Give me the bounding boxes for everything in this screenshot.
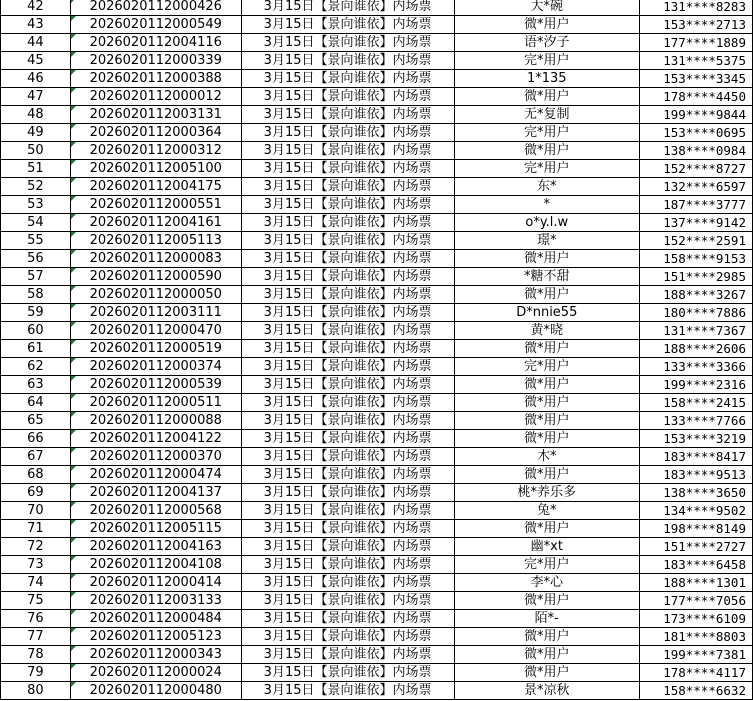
order-number-cell[interactable]: 2026020112000343: [70, 646, 241, 664]
table-row: [1, 502, 753, 520]
order-number-cell[interactable]: 2026020112000370: [70, 448, 241, 466]
ticket-type-cell[interactable]: 3月15日【景向谁依】内场票: [241, 106, 454, 124]
order-number-cell[interactable]: 2026020112004108: [70, 556, 241, 574]
row-number-cell[interactable]: 42: [1, 0, 71, 16]
nickname-cell[interactable]: 微*用户: [454, 250, 640, 268]
nickname-cell[interactable]: 微*用户: [454, 88, 640, 106]
order-number-cell[interactable]: 2026020112005100: [70, 160, 241, 178]
ticket-type-cell[interactable]: 3月15日【景向谁依】内场票: [241, 34, 454, 52]
order-number-cell[interactable]: 2026020112004116: [70, 34, 241, 52]
phone-cell[interactable]: 178****4117: [640, 664, 753, 682]
order-number-cell[interactable]: 2026020112000050: [70, 286, 241, 304]
order-number-cell[interactable]: 2026020112004122: [70, 430, 241, 448]
row-number-cell[interactable]: 50: [1, 142, 71, 160]
phone-cell[interactable]: 199****7381: [640, 646, 753, 664]
phone-cell[interactable]: 131****8283: [640, 0, 753, 16]
ticket-type-cell[interactable]: 3月15日【景向谁依】内场票: [241, 214, 454, 232]
row-number-cell[interactable]: 55: [1, 232, 71, 250]
nickname-cell[interactable]: 完*用户: [454, 358, 640, 376]
order-number-cell[interactable]: 2026020112004175: [70, 178, 241, 196]
nickname-cell[interactable]: D*nnie55: [454, 304, 640, 322]
row-number-cell[interactable]: 79: [1, 664, 71, 682]
table-row: [1, 34, 753, 52]
ticket-type-cell[interactable]: 3月15日【景向谁依】内场票: [241, 628, 454, 646]
phone-cell[interactable]: 152****8727: [640, 160, 753, 178]
table-row: [1, 88, 753, 106]
ticket-type-cell[interactable]: 3月15日【景向谁依】内场票: [241, 412, 454, 430]
nickname-cell[interactable]: 大*碗: [454, 0, 640, 16]
nickname-cell[interactable]: 微*用户: [454, 430, 640, 448]
order-number-cell[interactable]: 2026020112004137: [70, 484, 241, 502]
phone-cell[interactable]: 198****8149: [640, 520, 753, 538]
table-row: [1, 412, 753, 430]
phone-cell[interactable]: 158****9153: [640, 250, 753, 268]
table-row: [1, 124, 753, 142]
row-number-cell[interactable]: 73: [1, 556, 71, 574]
nickname-cell[interactable]: 1*135: [454, 70, 640, 88]
phone-cell[interactable]: 153****3345: [640, 70, 753, 88]
table-row: [1, 196, 753, 214]
row-number-cell[interactable]: 65: [1, 412, 71, 430]
phone-cell[interactable]: 132****6597: [640, 178, 753, 196]
phone-cell[interactable]: 158****6632: [640, 682, 753, 700]
order-number-cell[interactable]: 2026020112003133: [70, 592, 241, 610]
table-row: [1, 664, 753, 682]
table-row: [1, 232, 753, 250]
row-number-cell[interactable]: 51: [1, 160, 71, 178]
order-number-cell[interactable]: 2026020112000388: [70, 70, 241, 88]
ticket-type-cell[interactable]: 3月15日【景向谁依】内场票: [241, 304, 454, 322]
sheet-body: [1, 0, 753, 700]
table-row: [1, 520, 753, 538]
row-number-cell[interactable]: 43: [1, 16, 71, 34]
row-number-cell[interactable]: 63: [1, 376, 71, 394]
ticket-type-cell[interactable]: 3月15日【景向谁依】内场票: [241, 250, 454, 268]
nickname-cell[interactable]: 完*用户: [454, 52, 640, 70]
phone-cell[interactable]: 199****2316: [640, 376, 753, 394]
table-row: [1, 358, 753, 376]
nickname-cell[interactable]: 微*用户: [454, 646, 640, 664]
table-row: [1, 52, 753, 70]
table-row: [1, 178, 753, 196]
order-number-cell[interactable]: 2026020112000549: [70, 16, 241, 34]
ticket-type-cell[interactable]: 3月15日【景向谁依】内场票: [241, 556, 454, 574]
ticket-type-cell[interactable]: 3月15日【景向谁依】内场票: [241, 0, 454, 16]
row-number-cell[interactable]: 60: [1, 322, 71, 340]
table-row: [1, 628, 753, 646]
ticket-type-cell[interactable]: 3月15日【景向谁依】内场票: [241, 574, 454, 592]
ticket-type-cell[interactable]: 3月15日【景向谁依】内场票: [241, 322, 454, 340]
row-number-cell[interactable]: 58: [1, 286, 71, 304]
order-number-cell[interactable]: 2026020112004163: [70, 538, 241, 556]
nickname-cell[interactable]: 微*用户: [454, 394, 640, 412]
ticket-type-cell[interactable]: 3月15日【景向谁依】内场票: [241, 682, 454, 700]
nickname-cell[interactable]: 完*用户: [454, 160, 640, 178]
order-number-cell[interactable]: 2026020112000590: [70, 268, 241, 286]
ticket-type-cell[interactable]: 3月15日【景向谁依】内场票: [241, 340, 454, 358]
nickname-cell[interactable]: 东*: [454, 178, 640, 196]
ticket-type-cell[interactable]: 3月15日【景向谁依】内场票: [241, 484, 454, 502]
table-row: [1, 0, 753, 16]
row-number-cell[interactable]: 67: [1, 448, 71, 466]
table-row: [1, 142, 753, 160]
nickname-cell[interactable]: 微*用户: [454, 340, 640, 358]
ticket-type-cell[interactable]: 3月15日【景向谁依】内场票: [241, 124, 454, 142]
row-number-cell[interactable]: 48: [1, 106, 71, 124]
row-number-cell[interactable]: 47: [1, 88, 71, 106]
nickname-cell[interactable]: 完*用户: [454, 556, 640, 574]
row-number-cell[interactable]: 75: [1, 592, 71, 610]
nickname-cell[interactable]: 幽*xt: [454, 538, 640, 556]
nickname-cell[interactable]: 语*汐子: [454, 34, 640, 52]
row-number-cell[interactable]: 46: [1, 70, 71, 88]
order-number-cell[interactable]: 2026020112005115: [70, 520, 241, 538]
nickname-cell[interactable]: 微*用户: [454, 664, 640, 682]
table-row: [1, 484, 753, 502]
phone-cell[interactable]: 199****9844: [640, 106, 753, 124]
ticket-type-cell[interactable]: 3月15日【景向谁依】内场票: [241, 358, 454, 376]
nickname-cell[interactable]: 微*用户: [454, 628, 640, 646]
row-number-cell[interactable]: 72: [1, 538, 71, 556]
ticket-type-cell[interactable]: 3月15日【景向谁依】内场票: [241, 448, 454, 466]
phone-cell[interactable]: 187****3777: [640, 196, 753, 214]
ticket-type-cell[interactable]: 3月15日【景向谁依】内场票: [241, 196, 454, 214]
ticket-type-cell[interactable]: 3月15日【景向谁依】内场票: [241, 610, 454, 628]
table-row: [1, 250, 753, 268]
phone-cell[interactable]: 180****7886: [640, 304, 753, 322]
ticket-type-cell[interactable]: 3月15日【景向谁依】内场票: [241, 592, 454, 610]
table-row: [1, 304, 753, 322]
nickname-cell[interactable]: 微*用户: [454, 16, 640, 34]
row-number-cell[interactable]: 68: [1, 466, 71, 484]
table-row: [1, 430, 753, 448]
table-row: [1, 268, 753, 286]
ticket-type-cell[interactable]: 3月15日【景向谁依】内场票: [241, 538, 454, 556]
ticket-type-cell[interactable]: 3月15日【景向谁依】内场票: [241, 520, 454, 538]
row-number-cell[interactable]: 44: [1, 34, 71, 52]
table-row: [1, 160, 753, 178]
ticket-type-cell[interactable]: 3月15日【景向谁依】内场票: [241, 286, 454, 304]
phone-cell[interactable]: 134****9502: [640, 502, 753, 520]
ticket-type-cell[interactable]: 3月15日【景向谁依】内场票: [241, 88, 454, 106]
ticket-type-cell[interactable]: 3月15日【景向谁依】内场票: [241, 646, 454, 664]
phone-cell[interactable]: 138****0984: [640, 142, 753, 160]
nickname-cell[interactable]: *糖不甜: [454, 268, 640, 286]
table-row: [1, 610, 753, 628]
phone-cell[interactable]: 177****7056: [640, 592, 753, 610]
ticket-type-cell[interactable]: 3月15日【景向谁依】内场票: [241, 142, 454, 160]
row-number-cell[interactable]: 64: [1, 394, 71, 412]
phone-cell[interactable]: 183****8417: [640, 448, 753, 466]
table-row: [1, 646, 753, 664]
order-number-cell[interactable]: 2026020112000083: [70, 250, 241, 268]
row-number-cell[interactable]: 74: [1, 574, 71, 592]
nickname-cell[interactable]: 微*用户: [454, 520, 640, 538]
nickname-cell[interactable]: *: [454, 196, 640, 214]
phone-cell[interactable]: 138****3650: [640, 484, 753, 502]
table-row: [1, 538, 753, 556]
ticket-type-cell[interactable]: 3月15日【景向谁依】内场票: [241, 52, 454, 70]
row-number-cell[interactable]: 45: [1, 52, 71, 70]
phone-cell[interactable]: 153****3219: [640, 430, 753, 448]
row-number-cell[interactable]: 54: [1, 214, 71, 232]
row-number-cell[interactable]: 56: [1, 250, 71, 268]
table-row: [1, 592, 753, 610]
order-number-cell[interactable]: 2026020112000474: [70, 466, 241, 484]
table-row: [1, 214, 753, 232]
nickname-cell[interactable]: 桃*养乐多: [454, 484, 640, 502]
order-number-cell[interactable]: 2026020112000426: [70, 0, 241, 16]
table-row: [1, 376, 753, 394]
order-number-cell[interactable]: 2026020112000511: [70, 394, 241, 412]
row-number-cell[interactable]: 61: [1, 340, 71, 358]
order-number-cell[interactable]: 2026020112005123: [70, 628, 241, 646]
nickname-cell[interactable]: 木*: [454, 448, 640, 466]
ticket-type-cell[interactable]: 3月15日【景向谁依】内场票: [241, 502, 454, 520]
nickname-cell[interactable]: 完*用户: [454, 124, 640, 142]
ticket-type-cell[interactable]: 3月15日【景向谁依】内场票: [241, 160, 454, 178]
ticket-type-cell[interactable]: 3月15日【景向谁依】内场票: [241, 376, 454, 394]
ticket-type-cell[interactable]: 3月15日【景向谁依】内场票: [241, 664, 454, 682]
nickname-cell[interactable]: 微*用户: [454, 142, 640, 160]
phone-cell[interactable]: 133****7766: [640, 412, 753, 430]
phone-cell[interactable]: 181****8803: [640, 628, 753, 646]
table-row: [1, 394, 753, 412]
ticket-type-cell[interactable]: 3月15日【景向谁依】内场票: [241, 268, 454, 286]
phone-cell[interactable]: 158****2415: [640, 394, 753, 412]
order-number-cell[interactable]: 2026020112000480: [70, 682, 241, 700]
order-number-cell[interactable]: 2026020112000414: [70, 574, 241, 592]
phone-cell[interactable]: 188****3267: [640, 286, 753, 304]
ticket-type-cell[interactable]: 3月15日【景向谁依】内场票: [241, 466, 454, 484]
order-number-cell[interactable]: 2026020112004161: [70, 214, 241, 232]
phone-cell[interactable]: 178****4450: [640, 88, 753, 106]
order-number-cell[interactable]: 2026020112000374: [70, 358, 241, 376]
nickname-cell[interactable]: 微*用户: [454, 592, 640, 610]
nickname-cell[interactable]: 黄*晓: [454, 322, 640, 340]
order-number-cell[interactable]: 2026020112000470: [70, 322, 241, 340]
phone-cell[interactable]: 188****1301: [640, 574, 753, 592]
nickname-cell[interactable]: 陌*-: [454, 610, 640, 628]
phone-cell[interactable]: 131****5375: [640, 52, 753, 70]
row-number-cell[interactable]: 76: [1, 610, 71, 628]
table-row: [1, 70, 753, 88]
order-number-cell[interactable]: 2026020112003111: [70, 304, 241, 322]
order-number-cell[interactable]: 2026020112000539: [70, 376, 241, 394]
phone-cell[interactable]: 153****2713: [640, 16, 753, 34]
table-row: [1, 574, 753, 592]
nickname-cell[interactable]: 兔*: [454, 502, 640, 520]
nickname-cell[interactable]: 微*用户: [454, 466, 640, 484]
order-number-cell[interactable]: 2026020112000088: [70, 412, 241, 430]
phone-cell[interactable]: 183****9513: [640, 466, 753, 484]
row-number-cell[interactable]: 52: [1, 178, 71, 196]
ticket-type-cell[interactable]: 3月15日【景向谁依】内场票: [241, 16, 454, 34]
table-row: [1, 340, 753, 358]
phone-cell[interactable]: 183****6458: [640, 556, 753, 574]
phone-cell[interactable]: 137****9142: [640, 214, 753, 232]
table-row: [1, 16, 753, 34]
phone-cell[interactable]: 188****2606: [640, 340, 753, 358]
order-number-cell[interactable]: 2026020112000551: [70, 196, 241, 214]
phone-cell[interactable]: 153****0695: [640, 124, 753, 142]
row-number-cell[interactable]: 62: [1, 358, 71, 376]
phone-cell[interactable]: 131****7367: [640, 322, 753, 340]
row-number-cell[interactable]: 49: [1, 124, 71, 142]
ticket-type-cell[interactable]: 3月15日【景向谁依】内场票: [241, 178, 454, 196]
phone-cell[interactable]: 151****2727: [640, 538, 753, 556]
nickname-cell[interactable]: 微*用户: [454, 376, 640, 394]
order-number-cell[interactable]: 2026020112000312: [70, 142, 241, 160]
order-number-cell[interactable]: 2026020112005113: [70, 232, 241, 250]
phone-cell[interactable]: 173****6109: [640, 610, 753, 628]
row-number-cell[interactable]: 59: [1, 304, 71, 322]
table-row: [1, 322, 753, 340]
ticket-type-cell[interactable]: 3月15日【景向谁依】内场票: [241, 394, 454, 412]
nickname-cell[interactable]: 无*复制: [454, 106, 640, 124]
ticket-type-cell[interactable]: 3月15日【景向谁依】内场票: [241, 430, 454, 448]
phone-cell[interactable]: 151****2985: [640, 268, 753, 286]
row-number-cell[interactable]: 80: [1, 682, 71, 700]
table-row: [1, 448, 753, 466]
table-row: [1, 286, 753, 304]
phone-cell[interactable]: 152****2591: [640, 232, 753, 250]
phone-cell[interactable]: 133****3366: [640, 358, 753, 376]
nickname-cell[interactable]: 李*心: [454, 574, 640, 592]
row-number-cell[interactable]: 53: [1, 196, 71, 214]
ticket-type-cell[interactable]: 3月15日【景向谁依】内场票: [241, 232, 454, 250]
table-row: [1, 466, 753, 484]
nickname-cell[interactable]: 微*用户: [454, 286, 640, 304]
nickname-cell[interactable]: 璟*: [454, 232, 640, 250]
row-number-cell[interactable]: 70: [1, 502, 71, 520]
order-number-cell[interactable]: 2026020112000012: [70, 88, 241, 106]
nickname-cell[interactable]: o*y.l.w: [454, 214, 640, 232]
row-number-cell[interactable]: 57: [1, 268, 71, 286]
table-row: [1, 106, 753, 124]
order-number-cell[interactable]: 2026020112000364: [70, 124, 241, 142]
row-number-cell[interactable]: 66: [1, 430, 71, 448]
order-number-cell[interactable]: 2026020112003131: [70, 106, 241, 124]
nickname-cell[interactable]: 微*用户: [454, 412, 640, 430]
phone-cell[interactable]: 177****1889: [640, 34, 753, 52]
order-number-cell[interactable]: 2026020112000568: [70, 502, 241, 520]
order-number-cell[interactable]: 2026020112000339: [70, 52, 241, 70]
order-number-cell[interactable]: 2026020112000484: [70, 610, 241, 628]
table-row: [1, 556, 753, 574]
row-number-cell[interactable]: 71: [1, 520, 71, 538]
table-row: [1, 682, 753, 700]
order-number-cell[interactable]: 2026020112000519: [70, 340, 241, 358]
row-number-cell[interactable]: 77: [1, 628, 71, 646]
order-number-cell[interactable]: 2026020112000024: [70, 664, 241, 682]
nickname-cell[interactable]: 景*凉秋: [454, 682, 640, 700]
row-number-cell[interactable]: 78: [1, 646, 71, 664]
ticket-type-cell[interactable]: 3月15日【景向谁依】内场票: [241, 70, 454, 88]
row-number-cell[interactable]: 69: [1, 484, 71, 502]
